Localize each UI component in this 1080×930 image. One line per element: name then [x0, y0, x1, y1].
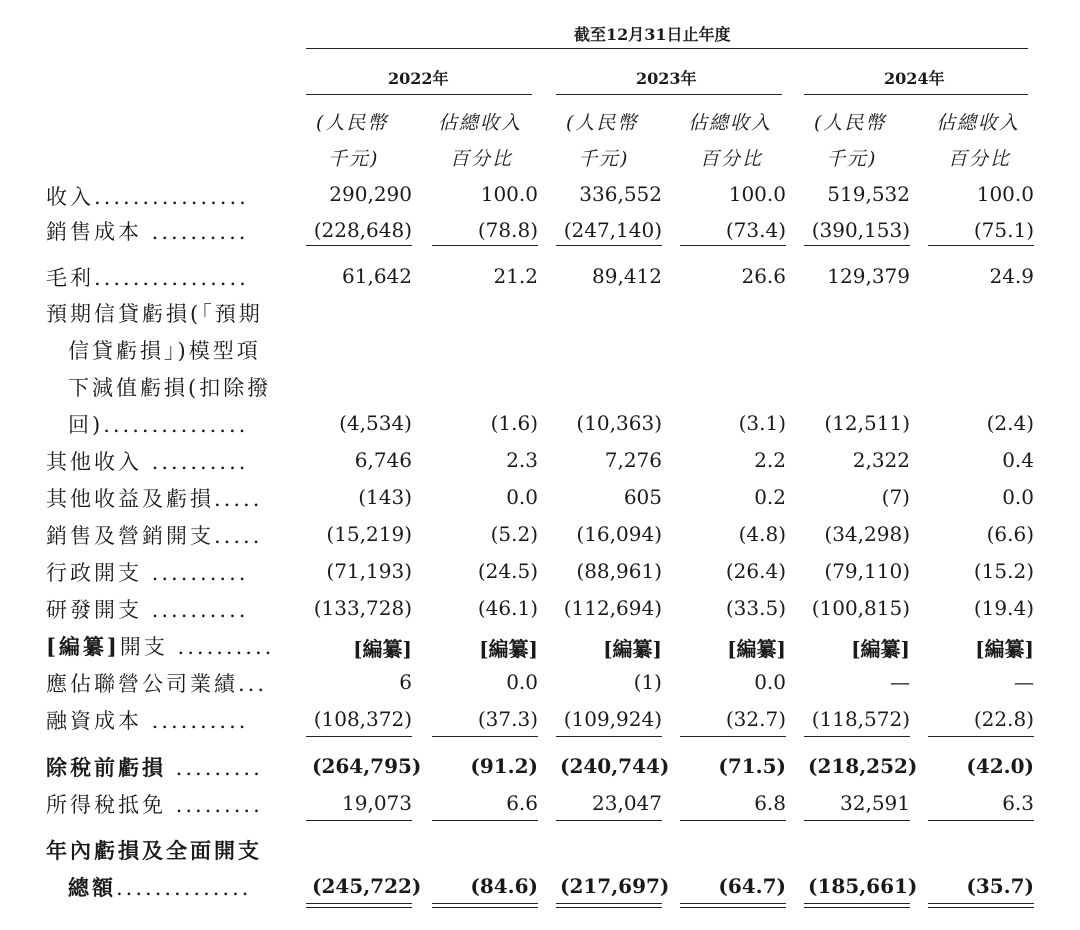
year-2023-heading: 2023年	[636, 69, 697, 88]
cell-oi-2022-amount: 6,746	[354, 448, 412, 472]
cell-fc-2023-amount: (109,924)	[563, 707, 662, 731]
row-label-income-tax-credit: 所得稅抵免 .........	[46, 793, 263, 817]
cell-lbt-2024-pct: (42.0)	[966, 754, 1034, 778]
cell-se-2023-pct: (4.8)	[738, 522, 786, 546]
cell-total-2022-pct: (84.6)	[470, 874, 538, 898]
cell-se-2024-amount: (34,298)	[824, 522, 910, 546]
cell-ae-2022-pct: (24.5)	[477, 559, 538, 583]
unit-pct-2023: 佔總收入	[688, 112, 773, 134]
subtotal-rule	[306, 820, 412, 821]
unit-pct-2022: 佔總收入	[438, 112, 523, 134]
cell-og-2022-amount: (143)	[358, 485, 412, 509]
subtotal-rule	[432, 736, 538, 737]
cell-tax-2024-pct: 6.3	[1002, 791, 1034, 815]
cell-rd-2024-amount: (100,815)	[811, 596, 910, 620]
subtotal-rule	[928, 245, 1034, 246]
subtotal-rule	[306, 736, 412, 737]
cell-revenue-2022-pct: 100.0	[480, 182, 538, 206]
row-label-admin-expenses: 行政開支 ..........	[46, 561, 249, 585]
cell-cost-2022-pct: (78.8)	[477, 218, 538, 242]
unit-amount-2022-line2: 千元)	[328, 148, 380, 170]
subtotal-rule	[804, 245, 910, 246]
row-label-ecl-line2: 信貸虧損」)模型項	[68, 339, 261, 363]
cell-red-2022-pct: [編纂]	[479, 637, 538, 661]
cell-sa-2023-amount: (1)	[633, 670, 662, 694]
cell-fc-2022-pct: (37.3)	[477, 707, 538, 731]
cell-ae-2024-amount: (79,110)	[824, 559, 910, 583]
cell-revenue-2023-amount: 336,552	[579, 182, 662, 206]
cell-fc-2024-pct: (22.8)	[973, 707, 1034, 731]
unit-amount-2023: (人民幣	[566, 112, 639, 134]
subtotal-rule	[804, 820, 910, 821]
cell-ae-2023-pct: (26.4)	[725, 559, 786, 583]
unit-amount-2024: (人民幣	[814, 112, 887, 134]
row-label-lbt-rest: .........	[166, 756, 263, 780]
unit-amount-2022: (人民幣	[316, 112, 389, 134]
cell-ecl-2022-pct: (1.6)	[490, 411, 538, 435]
cell-sa-2024-pct: —	[1014, 670, 1034, 694]
subtotal-rule	[680, 245, 786, 246]
subtotal-rule	[556, 736, 662, 737]
cell-tax-2022-pct: 6.6	[506, 791, 538, 815]
year-2024-heading: 2024年	[884, 69, 945, 88]
row-label-revenue: 收入................	[46, 185, 249, 209]
cell-rd-2023-pct: (33.5)	[725, 596, 786, 620]
cell-cost-2023-pct: (73.4)	[725, 218, 786, 242]
cell-gp-2024-pct: 24.9	[989, 264, 1034, 288]
cell-oi-2024-pct: 0.4	[1002, 448, 1034, 472]
row-label-total-loss-line1: 年內虧損及全面開支	[46, 838, 262, 863]
cell-red-2023-amount: [編纂]	[603, 637, 662, 661]
subtotal-rule	[432, 820, 538, 821]
row-label-cost-of-sales: 銷售成本 ..........	[46, 220, 249, 244]
row-label-ecl-line4: 回)...............	[68, 413, 249, 437]
cell-gp-2022-pct: 21.2	[493, 264, 538, 288]
subtotal-rule	[556, 245, 662, 246]
subtotal-rule	[928, 820, 1034, 821]
cell-ecl-2023-pct: (3.1)	[738, 411, 786, 435]
total-double-rule	[556, 903, 662, 908]
total-double-rule	[804, 903, 910, 908]
cell-cost-2022-amount: (228,648)	[313, 218, 412, 242]
cell-cost-2024-pct: (75.1)	[973, 218, 1034, 242]
cell-gp-2023-pct: 26.6	[741, 264, 786, 288]
row-label-redacted-rest: 開支 ..........	[119, 635, 275, 659]
cell-oi-2022-pct: 2.3	[506, 448, 538, 472]
cell-ecl-2022-amount: (4,534)	[339, 411, 412, 435]
row-label-total-bold: 總額	[68, 875, 116, 900]
subtotal-rule	[928, 736, 1034, 737]
row-label-redacted-bold: [編纂]	[46, 634, 120, 659]
cell-cost-2023-amount: (247,140)	[563, 218, 662, 242]
cell-total-2024-pct: (35.7)	[966, 874, 1034, 898]
cell-rd-2022-amount: (133,728)	[313, 596, 412, 620]
cell-sa-2022-amount: 6	[399, 670, 412, 694]
cell-red-2024-pct: [編纂]	[975, 637, 1034, 661]
cell-fc-2022-amount: (108,372)	[313, 707, 412, 731]
row-label-total-rest: ..............	[116, 876, 252, 900]
cell-ae-2022-amount: (71,193)	[326, 559, 412, 583]
cell-gp-2023-amount: 89,412	[592, 264, 662, 288]
row-label-ecl-line3: 下減值虧損(扣除撥	[68, 376, 272, 400]
cell-lbt-2022-pct: (91.2)	[470, 754, 538, 778]
cell-lbt-2024-amount: (218,252)	[808, 754, 918, 778]
cell-rd-2023-amount: (112,694)	[563, 596, 662, 620]
subtotal-rule	[680, 736, 786, 737]
cell-sa-2023-pct: 0.0	[754, 670, 786, 694]
subtotal-rule	[432, 245, 538, 246]
row-label-selling-expenses: 銷售及營銷開支.....	[46, 524, 263, 548]
cell-ecl-2023-amount: (10,363)	[576, 411, 662, 435]
cell-cost-2024-amount: (390,153)	[811, 218, 910, 242]
year-2024-rule	[804, 94, 1028, 95]
cell-total-2023-pct: (64.7)	[718, 874, 786, 898]
cell-red-2022-amount: [編纂]	[353, 637, 412, 661]
cell-total-2022-amount: (245,722)	[312, 874, 422, 898]
cell-revenue-2024-pct: 100.0	[976, 182, 1034, 206]
year-2022-heading: 2022年	[388, 69, 449, 88]
unit-pct-2024: 佔總收入	[936, 112, 1021, 134]
period-rule	[306, 48, 1028, 49]
total-double-rule	[928, 903, 1034, 908]
cell-tax-2023-pct: 6.8	[754, 791, 786, 815]
cell-oi-2024-amount: 2,322	[852, 448, 910, 472]
cell-og-2022-pct: 0.0	[506, 485, 538, 509]
cell-se-2023-amount: (16,094)	[576, 522, 662, 546]
cell-og-2023-pct: 0.2	[754, 485, 786, 509]
cell-gp-2022-amount: 61,642	[342, 264, 412, 288]
unit-amount-2023-line2: 千元)	[578, 148, 630, 170]
cell-sa-2022-pct: 0.0	[506, 670, 538, 694]
row-label-rd-expenses: 研發開支 ..........	[46, 598, 249, 622]
total-double-rule	[306, 903, 412, 908]
cell-revenue-2024-amount: 519,532	[827, 182, 910, 206]
subtotal-rule	[556, 820, 662, 821]
subtotal-rule	[680, 820, 786, 821]
row-label-other-income: 其他收入 ..........	[46, 450, 249, 474]
cell-revenue-2022-amount: 290,290	[329, 182, 412, 206]
row-label-finance-costs: 融資成本 ..........	[46, 709, 249, 733]
cell-og-2024-amount: (7)	[881, 485, 910, 509]
cell-rd-2022-pct: (46.1)	[477, 596, 538, 620]
cell-red-2023-pct: [編纂]	[727, 637, 786, 661]
cell-ecl-2024-pct: (2.4)	[986, 411, 1034, 435]
total-double-rule	[680, 903, 786, 908]
unit-pct-2022-line2: 百分比	[450, 148, 514, 170]
row-label-gross-profit: 毛利................	[46, 266, 249, 290]
total-double-rule	[432, 903, 538, 908]
cell-og-2024-pct: 0.0	[1002, 485, 1034, 509]
unit-pct-2024-line2: 百分比	[948, 148, 1012, 170]
cell-revenue-2023-pct: 100.0	[728, 182, 786, 206]
cell-ecl-2024-amount: (12,511)	[824, 411, 910, 435]
row-label-ecl-line1: 預期信貸虧損(「預期	[46, 302, 263, 326]
cell-oi-2023-pct: 2.2	[754, 448, 786, 472]
cell-se-2022-pct: (5.2)	[490, 522, 538, 546]
cell-fc-2023-pct: (32.7)	[725, 707, 786, 731]
cell-tax-2023-amount: 23,047	[592, 791, 662, 815]
cell-ae-2024-pct: (15.2)	[973, 559, 1034, 583]
cell-sa-2024-amount: —	[890, 670, 910, 694]
cell-lbt-2023-pct: (71.5)	[718, 754, 786, 778]
cell-fc-2024-amount: (118,572)	[811, 707, 910, 731]
cell-se-2024-pct: (6.6)	[986, 522, 1034, 546]
cell-lbt-2022-amount: (264,795)	[312, 754, 422, 778]
year-2023-rule	[556, 94, 782, 95]
period-heading: 截至12月31日止年度	[574, 25, 731, 44]
unit-pct-2023-line2: 百分比	[700, 148, 764, 170]
row-label-share-of-associates: 應佔聯營公司業績...	[46, 672, 268, 696]
row-label-total-loss-line2	[68, 872, 251, 902]
cell-total-2024-amount: (185,661)	[808, 874, 918, 898]
cell-og-2023-amount: 605	[623, 485, 662, 509]
cell-tax-2022-amount: 19,073	[342, 791, 412, 815]
row-label-lbt-bold: 除稅前虧損	[46, 755, 166, 780]
cell-ae-2023-amount: (88,961)	[576, 559, 662, 583]
unit-amount-2024-line2: 千元)	[826, 148, 878, 170]
cell-tax-2024-amount: 32,591	[840, 791, 910, 815]
row-label-redacted-expenses	[46, 631, 274, 661]
subtotal-rule	[804, 736, 910, 737]
cell-lbt-2023-amount: (240,744)	[560, 754, 670, 778]
cell-total-2023-amount: (217,697)	[560, 874, 670, 898]
cell-gp-2024-amount: 129,379	[827, 264, 910, 288]
cell-rd-2024-pct: (19.4)	[973, 596, 1034, 620]
row-label-loss-before-tax	[46, 752, 263, 782]
cell-red-2024-amount: [編纂]	[851, 637, 910, 661]
year-2022-rule	[306, 94, 532, 95]
subtotal-rule	[306, 245, 412, 246]
cell-se-2022-amount: (15,219)	[326, 522, 412, 546]
row-label-other-gains: 其他收益及虧損.....	[46, 487, 263, 511]
cell-oi-2023-amount: 7,276	[604, 448, 662, 472]
